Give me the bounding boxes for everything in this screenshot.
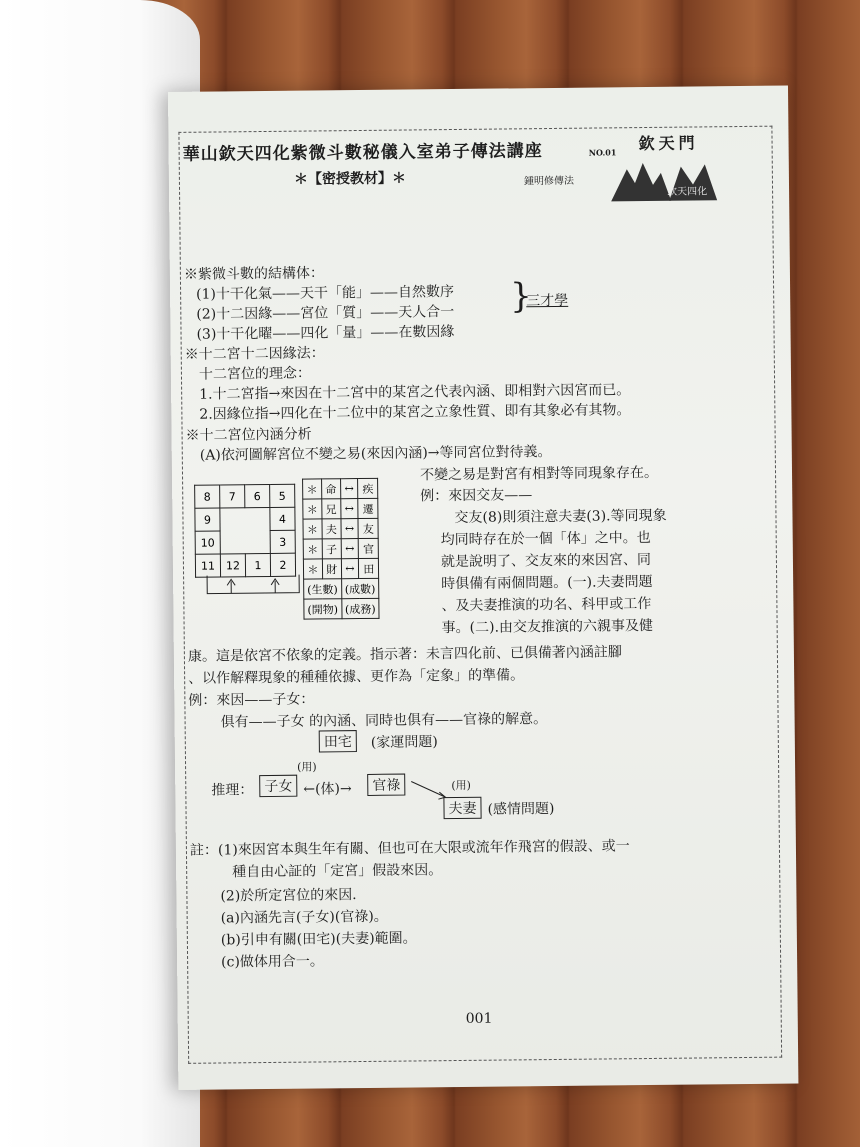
note-b: (b)引申有關(田宅)(夫妻)範圍。 — [220, 930, 417, 949]
method-concept: 十二宮位的理念： — [198, 365, 312, 383]
structure-line-1: (1)十干化氣——天干「能」——自然數序 — [196, 284, 455, 303]
pair-cell: 財 — [322, 559, 341, 579]
example-label: 例：來因交友—— — [420, 487, 533, 505]
pair-cell: 命 — [321, 479, 340, 499]
pair-cell: 官 — [359, 538, 379, 558]
continuation-line-2: 、以作解釋現象的種種依據、更作為「定象」的準備。 — [188, 667, 525, 687]
example-line-4: 時俱備有兩個問題。(一).夫妻問題 — [441, 573, 653, 593]
grid-cell: 10 — [195, 531, 220, 554]
pair-cell: 友 — [358, 518, 378, 538]
reasoning-label: 推理： — [211, 782, 254, 799]
pair-footer: (成務) — [341, 598, 379, 618]
example-line-2: 均同時存在於一個「体」之中。也 — [440, 529, 651, 549]
pair-cell: 子 — [322, 539, 341, 559]
pair-cell: ↔ — [340, 499, 358, 519]
pair-cell: ＊ — [303, 519, 322, 539]
structure-heading: ※紫微斗數的結構体： — [183, 265, 324, 283]
pair-cell: ＊ — [303, 499, 322, 519]
note-1b: 種自由心証的「定宮」假設來因。 — [232, 862, 443, 881]
method-p1: 1.十二宮指→來因在十二宮中的某宮之代表內涵、即相對六因宮而已。 — [199, 382, 631, 403]
fuqi-box: 夫妻 — [443, 797, 481, 819]
continuation-line-1: 康。這是依宮不依象的定義。指示著：未言四化前、已俱備著內涵註腳 — [187, 644, 622, 665]
grid-connector-arrows-icon — [195, 573, 305, 604]
document-page — [168, 86, 798, 1090]
grid-cell: 6 — [245, 484, 270, 507]
grid-cell: 12 — [220, 554, 245, 577]
pair-cell: 夫 — [322, 519, 341, 539]
example2-line: 俱有——子女 的內涵、同時也俱有——官祿的解意。 — [220, 711, 548, 731]
structure-line-2: (2)十二因緣——宮位「質」——天人合一 — [196, 304, 455, 323]
example2-label: 例：來因——子女： — [188, 691, 315, 709]
pair-cell: 遷 — [358, 498, 378, 518]
pair-cell: ↔ — [341, 519, 359, 539]
subtitle: ＊【密授教材】＊ — [293, 170, 407, 188]
structure-brace: } — [509, 276, 533, 317]
tianzhai-note: (家運問題) — [370, 734, 438, 751]
opposite-palace-table — [302, 478, 380, 620]
example-line-1: 交友(8)則須注意夫妻(3).等同現象 — [454, 507, 667, 527]
method-p2: 2.因緣位指→四化在十二位中的某宮之立象性質、即有其象必有其物。 — [199, 402, 631, 423]
tianzhai-box: 田宅 — [319, 730, 357, 752]
grid-cell: 5 — [270, 484, 295, 507]
mountain-logo-icon — [609, 154, 719, 203]
note-1a: 註：(1)來因宮本與生年有關、但也可在大限或流年作飛宮的假設、或一 — [189, 838, 630, 859]
pair-footer: (開物) — [304, 599, 342, 619]
example-line-6: 事。(二).由交友推演的六親事及健 — [441, 617, 654, 637]
yong-label-2: (用) — [451, 778, 471, 793]
analysis-a-line: (A)依河圖解宮位不變之易(來因內涵)→等同宮位對待義。 — [199, 444, 552, 464]
pair-footer: (生數) — [304, 579, 342, 599]
grid-cell: 4 — [270, 507, 295, 530]
guanlu-box: 官祿 — [367, 774, 405, 796]
author: 鍾明修傳法 — [523, 175, 575, 188]
grid-cell: 1 — [245, 553, 270, 576]
palace-grid — [194, 484, 296, 578]
pair-cell: 兄 — [322, 499, 341, 519]
bracket-label: 三才學 — [526, 292, 569, 310]
pair-cell: ↔ — [340, 479, 358, 499]
analysis-heading: ※十二宮位內涵分析 — [185, 426, 312, 444]
analysis-b-line: 不變之易是對宮有相對等同現象存在。 — [419, 464, 659, 484]
note-c: (c)做体用合一。 — [221, 953, 324, 971]
example-line-5: 、及夫妻推演的功名、科甲或工作 — [441, 595, 652, 615]
structure-line-3: (3)十干化曜——四化「量」——在數因緣 — [196, 324, 455, 343]
pair-footer: (成數) — [341, 578, 379, 598]
grid-cell: 8 — [195, 485, 220, 508]
pair-cell: 田 — [359, 558, 379, 578]
grid-cell: 2 — [270, 553, 295, 576]
grid-cell: 9 — [195, 508, 220, 531]
fuqi-note: (感情問題) — [487, 800, 555, 818]
pair-cell: 疾 — [358, 478, 378, 498]
brand-name: 欽天門 — [638, 133, 699, 154]
issue-number: NO.01 — [588, 147, 617, 158]
page-number: 001 — [465, 1010, 493, 1027]
pair-cell: ＊ — [303, 559, 322, 579]
header-title: 華山欽天四化紫微斗數秘儀入室弟子傳法講座 — [182, 141, 543, 165]
grid-cell: 11 — [195, 554, 220, 577]
note-2: (2)於所定宮位的來因． — [220, 886, 367, 905]
svg-text:欽天四化: 欽天四化 — [667, 186, 708, 198]
grid-cell: 3 — [270, 530, 295, 553]
zinu-box: 子女 — [259, 775, 297, 797]
pair-cell: ＊ — [303, 539, 322, 559]
grid-cell: 7 — [220, 485, 245, 508]
pair-cell: ＊ — [303, 479, 322, 499]
pair-cell: ↔ — [341, 559, 359, 579]
yong-label-1: (用) — [297, 760, 317, 774]
example-line-3: 就是說明了、交友來的來因宮、同 — [440, 551, 652, 571]
note-a: (a)內涵先言(子女)(官祿)。 — [220, 908, 388, 927]
ti-arrows: ←(体)→ — [303, 781, 352, 798]
method-heading: ※十二宮十二因緣法： — [184, 345, 325, 363]
pair-cell: ↔ — [341, 539, 359, 559]
